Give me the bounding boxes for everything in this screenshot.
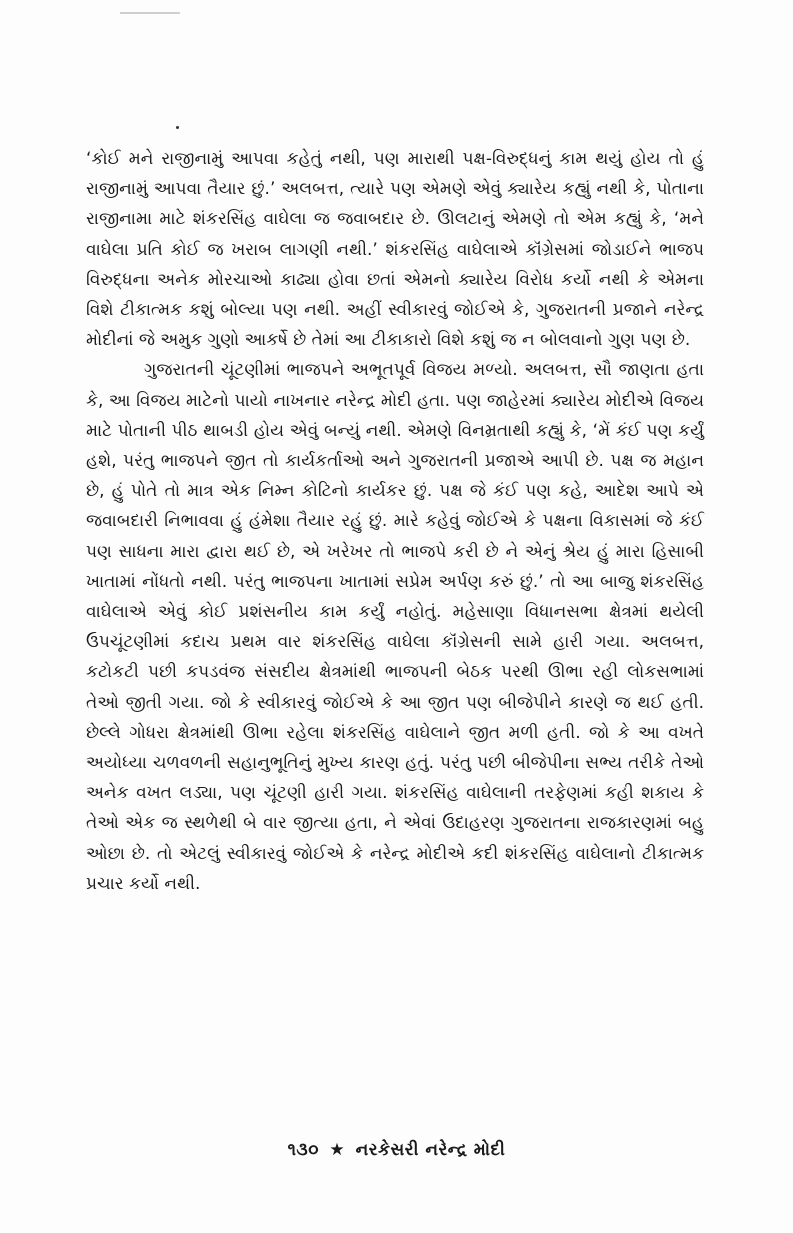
paragraph-1: ‘કોઈ મને રાજીનામું આપવા કહેતું નથી, પણ મારાથી પક્ષ-વિરુદ્ધનું કામ થયું હોય તો હું રાજીનામું આપવા તૈયાર છું.’ અલબત્ત, ત્યારે પણ એમણે એવું ક્યારેય કહ્યું નથી કે, પોતાના રાજીનામા માટે શંકરસિંહ વાઘેલા જ જવાબદાર છે. ઊલટાનું એમણે તો એમ કહ્યું કે, ‘મને વાઘેલા પ્રતિ કોઈ જ ખરાબ લાગણી નથી.’ શંકરસિંહ વાઘેલાએ કૉંગ્રેસમાં જોડાઈને ભાજપ વિરુદ્ધના અનેક મોરચાઓ કાઢ્યા હોવા છતાં એમનો ક્યારેય વિરોધ કર્યો નથી કે એમના વિશે ટીકાત્મક કશું બોલ્યા પણ નથી. અહીં સ્વીકારવું જોઈએ કે, ગુજરાતની પ્રજાને નરેન્દ્ર મોદીનાં જે અમુક ગુણો આકર્ષે છે તેમાં આ ટીકાકારો વિશે કશું જ ન બોલવાનો ગુણ પણ છે. bbox=[86, 149, 704, 351]
scan-artifact-dot bbox=[176, 126, 179, 129]
paragraph-2: ગુજરાતની ચૂંટણીમાં ભાજપને અભૂતપૂર્વ વિજય મળ્યો. અલબત્ત, સૌ જાણતા હતા કે, આ વિજય માટેનો પાયો નાખનાર નરેન્દ્ર મોદી હતા. પણ જાહેરમાં ક્યારેય મોદીએ વિજય માટે પોતાની પીઠ થાબડી હોય એવું બન્યું નથી. એમણે વિનમ્રતાથી કહ્યું કે, ‘મેં કંઈ પણ કર્યું હશે, પરંતુ ભાજપને જીત તો કાર્યકર્તાઓ અને ગુજરાતની પ્રજાએ આપી છે. પક્ષ જ મહાન છે, હું પોતે તો માત્ર એક નિમ્ન કોટિનો કાર્યકર છું. પક્ષ જે કંઈ પણ કહે, આદેશ આપે એ જવાબદારી નિભાવવા હું હંમેશા તૈયાર રહું છું. મારે કહેવું જોઈએ કે પક્ષના વિકાસમાં જે કંઈ પણ સાધના મારા દ્વારા થઈ છે, એ ખરેખર તો ભાજપે કરી છે ને એનું શ્રેય હું મારા હિસાબી ખાતામાં નોંધતો નથી. પરંતુ ભાજપના ખાતામાં સપ્રેમ અર્પણ કરું છું.’ તો આ બાજુ શંકરસિંહ વાઘેલાએ એવું કોઈ પ્રશંસનીય કામ કર્યું નહોતું. મહેસાણા વિધાનસભા ક્ષેત્રમાં થયેલી ઉપચૂંટણીમાં કદાચ પ્રથમ વાર શંકરસિંહ વાઘેલા કૉંગ્રેસની સામે હારી ગયા. અલબત્ત, કટોકટી પછી કપડવંજ સંસદીય ક્ષેત્રમાંથી ભાજપની બેઠક પરથી ઊભા રહી લોકસભામાં તેઓ જીતી ગયા. જો કે સ્વીકારવું જોઈએ કે આ જીત પણ બીજેપીને કારણે જ થઈ હતી. છેલ્લે ગોધરા ક્ષેત્રમાંથી ઊભા રહેલા શંકરસિંહ વાઘેલાને જીત મળી હતી. જો કે આ વખતે અયોધ્યા ચળવળની સહાનુભૂતિનું મુખ્ય કારણ હતું. પરંતુ પછી બીજેપીના સભ્ય તરીકે તેઓ અનેક વખત લડ્યા, પણ ચૂંટણી હારી ગયા. શંકરસિંહ વાઘેલાની તરફેણમાં કહી શકાય કે તેઓ એક જ સ્થળેથી બે વાર જીત્યા હતા, ને એવાં ઉદાહરણ ગુજરાતના રાજકારણમાં બહુ ઓછા છે. તો એટલું સ્વીકારવું જોઈએ કે નરેન્દ્ર મોદીએ કદી શંકરસિંહ વાઘેલાનો ટીકાત્મક પ્રચાર કર્યો નથી. bbox=[86, 360, 704, 894]
book-title: નરકેસરી નરેન્દ્ર મોદી bbox=[355, 1140, 506, 1160]
page-number: ૧૩૦ bbox=[287, 1140, 319, 1160]
star-icon: ★ bbox=[329, 1140, 346, 1160]
scan-artifact-line bbox=[120, 12, 180, 14]
page-footer bbox=[0, 1140, 793, 1160]
page-body bbox=[86, 144, 704, 899]
